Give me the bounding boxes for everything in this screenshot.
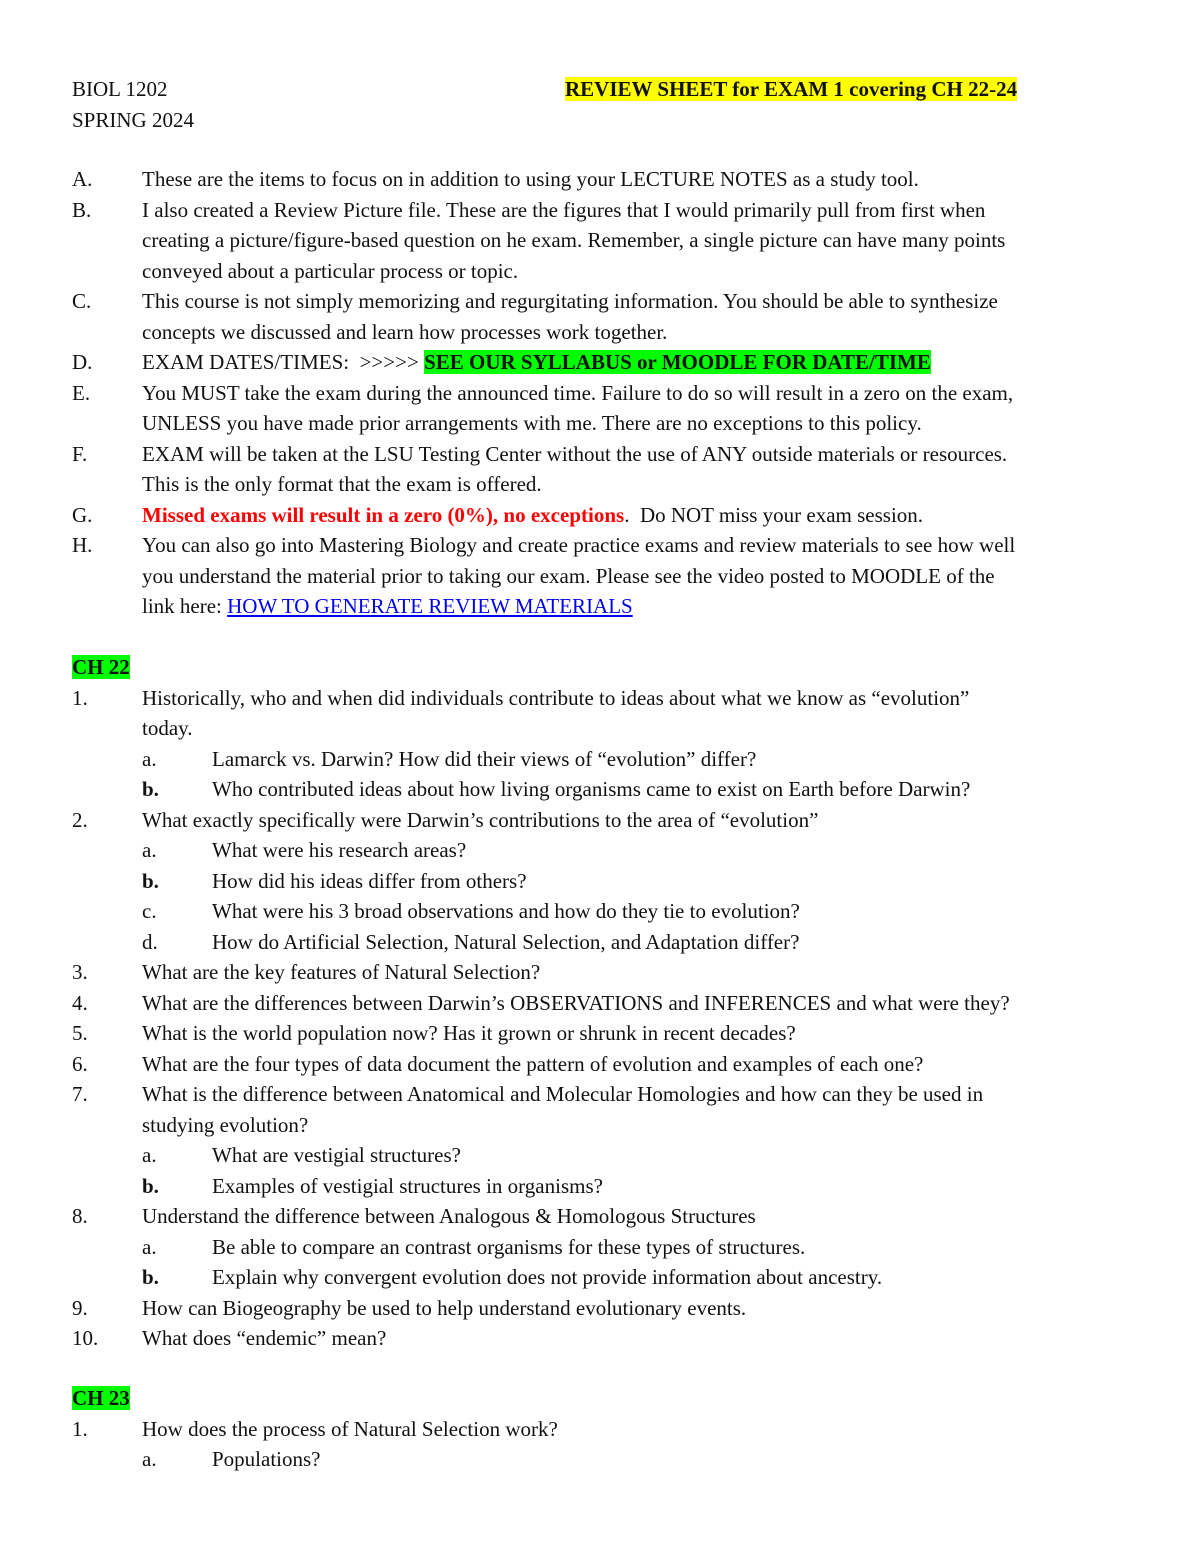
- sub-item-label: b.: [142, 1173, 159, 1198]
- sub-item-text: What are vestigial structures?: [212, 1143, 461, 1167]
- item-text: What exactly specifically were Darwin’s contributions to the area of “evolution”: [142, 807, 819, 832]
- item-text: today.: [142, 716, 193, 740]
- item-text: UNLESS you have made prior arrangements with me. There are no exceptions to this policy.: [142, 411, 922, 435]
- section-heading-text: CH 23: [72, 1386, 130, 1410]
- item-number: 1.: [72, 1416, 88, 1441]
- item-number: 2.: [72, 807, 88, 832]
- item-label: F.: [72, 441, 88, 466]
- item-text: studying evolution?: [142, 1112, 309, 1137]
- sub-item-label: b.: [142, 1265, 159, 1289]
- item-number: 4.: [72, 990, 88, 1015]
- intro-item-b-cont: [0, 256, 1200, 287]
- intro-item-h: [0, 530, 1200, 561]
- item-text: What does “endemic” mean?: [142, 1326, 387, 1350]
- intro-item-h-cont: [0, 561, 1200, 592]
- list-item: [0, 1018, 1200, 1049]
- sub-item-text: Explain why convergent evolution does not provide information about ancestry.: [212, 1265, 883, 1289]
- sub-list-item: [0, 1140, 1200, 1171]
- item-text: You can also go into Mastering Biology and create practice exams and review materials to see how well: [142, 533, 1016, 557]
- sub-item-label: a.: [142, 838, 157, 862]
- sub-list-item: [0, 927, 1200, 958]
- item-number: 1.: [72, 685, 88, 710]
- item-text: This is the only format that the exam is offered.: [142, 472, 542, 496]
- item-text: EXAM will be taken at the LSU Testing Center without the use of ANY outside materials or resources.: [142, 441, 1008, 466]
- intro-item-b: [0, 195, 1200, 226]
- item-number: 3.: [72, 960, 88, 984]
- term: SPRING 2024: [72, 107, 194, 132]
- link-prefix: link here:: [142, 594, 228, 618]
- item-text: This course is not simply memorizing and regurgitating information. You should be able to synthesize: [142, 289, 998, 313]
- review-materials-link[interactable]: HOW TO GENERATE REVIEW MATERIALS: [227, 594, 633, 618]
- item-text: What is the difference between Anatomical and Molecular Homologies and how can they be used in: [142, 1082, 984, 1106]
- sub-item-label: a.: [142, 1143, 157, 1167]
- sub-item-label: a.: [142, 1234, 157, 1259]
- sub-list-item: [0, 1232, 1200, 1263]
- sub-item-label: c.: [142, 899, 157, 923]
- intro-item-f-cont: [0, 469, 1200, 500]
- sub-list-item: [0, 744, 1200, 775]
- intro-item-d: [0, 347, 1200, 378]
- section-heading-ch22: [72, 652, 130, 683]
- item-label: D.: [72, 350, 93, 374]
- course-code: BIOL 1202: [72, 77, 168, 101]
- intro-item-b-cont: [0, 225, 1200, 256]
- item-number: 5.: [72, 1021, 88, 1045]
- page-title-text: REVIEW SHEET for EXAM 1 covering CH 22-24: [565, 77, 1018, 101]
- list-item-cont: [0, 713, 1200, 744]
- section-heading-ch23: [72, 1383, 130, 1414]
- sub-item-text: What were his research areas?: [212, 838, 467, 862]
- item-text: What are the key features of Natural Selection?: [142, 960, 541, 984]
- missed-exam-warning: Missed exams will result in a zero (0%), no exceptions: [142, 502, 625, 527]
- header-left: [72, 74, 194, 135]
- list-item: [0, 1323, 1200, 1354]
- item-label: H.: [72, 533, 93, 557]
- item-label: E.: [72, 380, 91, 405]
- item-number: 7.: [72, 1082, 88, 1106]
- item-label: B.: [72, 197, 92, 222]
- sub-list-item: [0, 1444, 1200, 1475]
- item-text: You MUST take the exam during the announced time. Failure to do so will result in a zero on the exam,: [142, 380, 1014, 405]
- section-heading-text: CH 22: [72, 655, 130, 679]
- intro-item-c-cont: [0, 317, 1200, 348]
- item-number: 8.: [72, 1204, 88, 1228]
- list-item: [0, 1079, 1200, 1110]
- sub-item-label: a.: [142, 1447, 157, 1471]
- item-text: How can Biogeography be used to help understand evolutionary events.: [142, 1295, 747, 1320]
- list-item: [0, 1293, 1200, 1324]
- list-item: [0, 957, 1200, 988]
- list-item: [0, 1201, 1200, 1232]
- sub-item-text: Populations?: [212, 1447, 321, 1471]
- intro-item-e-cont: [0, 408, 1200, 439]
- item-text: [142, 500, 923, 531]
- item-text: [142, 591, 633, 622]
- sub-item-label: d.: [142, 929, 158, 954]
- item-text: Historically, who and when did individuals contribute to ideas about what we know as “evolution”: [142, 685, 970, 710]
- sub-item-text: Who contributed ideas about how living organisms came to exist on Earth before Darwin?: [212, 777, 971, 801]
- item-text: [142, 347, 931, 378]
- missed-exam-rest: . Do NOT miss your exam session.: [624, 502, 924, 527]
- intro-item-h-cont: [0, 591, 1200, 622]
- exam-dates-highlight: SEE OUR SYLLABUS or MOODLE FOR DATE/TIME: [424, 350, 931, 374]
- item-label: C.: [72, 289, 92, 313]
- sub-list-item: [0, 1171, 1200, 1202]
- sub-item-label: a.: [142, 746, 157, 771]
- item-text: I also created a Review Picture file. These are the figures that I would primarily pull from first when: [142, 197, 986, 222]
- sub-item-label: b.: [142, 868, 159, 893]
- list-item-cont: [0, 1110, 1200, 1141]
- item-label: G.: [72, 502, 93, 527]
- sub-item-text: How did his ideas differ from others?: [212, 868, 527, 893]
- sub-list-item: [0, 896, 1200, 927]
- item-number: 9.: [72, 1295, 88, 1320]
- item-text: What are the four types of data document the pattern of evolution and examples of each one?: [142, 1051, 924, 1076]
- intro-item-a: [0, 164, 1200, 195]
- page-title: [565, 74, 1017, 105]
- intro-item-e: [0, 378, 1200, 409]
- list-item: [0, 1049, 1200, 1080]
- item-text: conveyed about a particular process or topic.: [142, 258, 519, 283]
- sub-list-item: [0, 866, 1200, 897]
- list-item: [0, 988, 1200, 1019]
- item-text: How does the process of Natural Selection work?: [142, 1416, 558, 1441]
- intro-item-f: [0, 439, 1200, 470]
- sub-list-item: [0, 835, 1200, 866]
- list-item: [0, 805, 1200, 836]
- sub-list-item: [0, 1262, 1200, 1293]
- sub-item-text: Lamarck vs. Darwin? How did their views of “evolution” differ?: [212, 746, 757, 771]
- intro-item-g: [0, 500, 1200, 531]
- sub-list-item: [0, 774, 1200, 805]
- intro-item-c: [0, 286, 1200, 317]
- item-number: 10.: [72, 1326, 99, 1350]
- exam-dates-prefix: EXAM DATES/TIMES: >>>>>: [142, 350, 425, 374]
- item-number: 6.: [72, 1051, 88, 1076]
- item-text: What are the differences between Darwin’s OBSERVATIONS and INFERENCES and what were they?: [142, 990, 1010, 1015]
- item-text: These are the items to focus on in addition to using your LECTURE NOTES as a study tool.: [142, 167, 919, 191]
- item-label: A.: [72, 167, 93, 191]
- sub-item-text: Examples of vestigial structures in organisms?: [212, 1173, 603, 1198]
- sub-item-text: What were his 3 broad observations and how do they tie to evolution?: [212, 899, 800, 923]
- item-text: concepts we discussed and learn how processes work together.: [142, 319, 668, 344]
- sub-item-label: b.: [142, 777, 159, 801]
- sub-item-text: Be able to compare an contrast organisms for these types of structures.: [212, 1234, 806, 1259]
- item-text: creating a picture/figure-based question on he exam. Remember, a single picture can have many points: [142, 228, 1006, 252]
- item-text: What is the world population now? Has it grown or shrunk in recent decades?: [142, 1021, 796, 1045]
- list-item: [0, 1414, 1200, 1445]
- item-text: you understand the material prior to taking our exam. Please see the video posted to MOODLE of the: [142, 563, 995, 588]
- sub-item-text: How do Artificial Selection, Natural Selection, and Adaptation differ?: [212, 929, 800, 954]
- list-item: [0, 683, 1200, 714]
- item-text: Understand the difference between Analogous & Homologous Structures: [142, 1204, 756, 1228]
